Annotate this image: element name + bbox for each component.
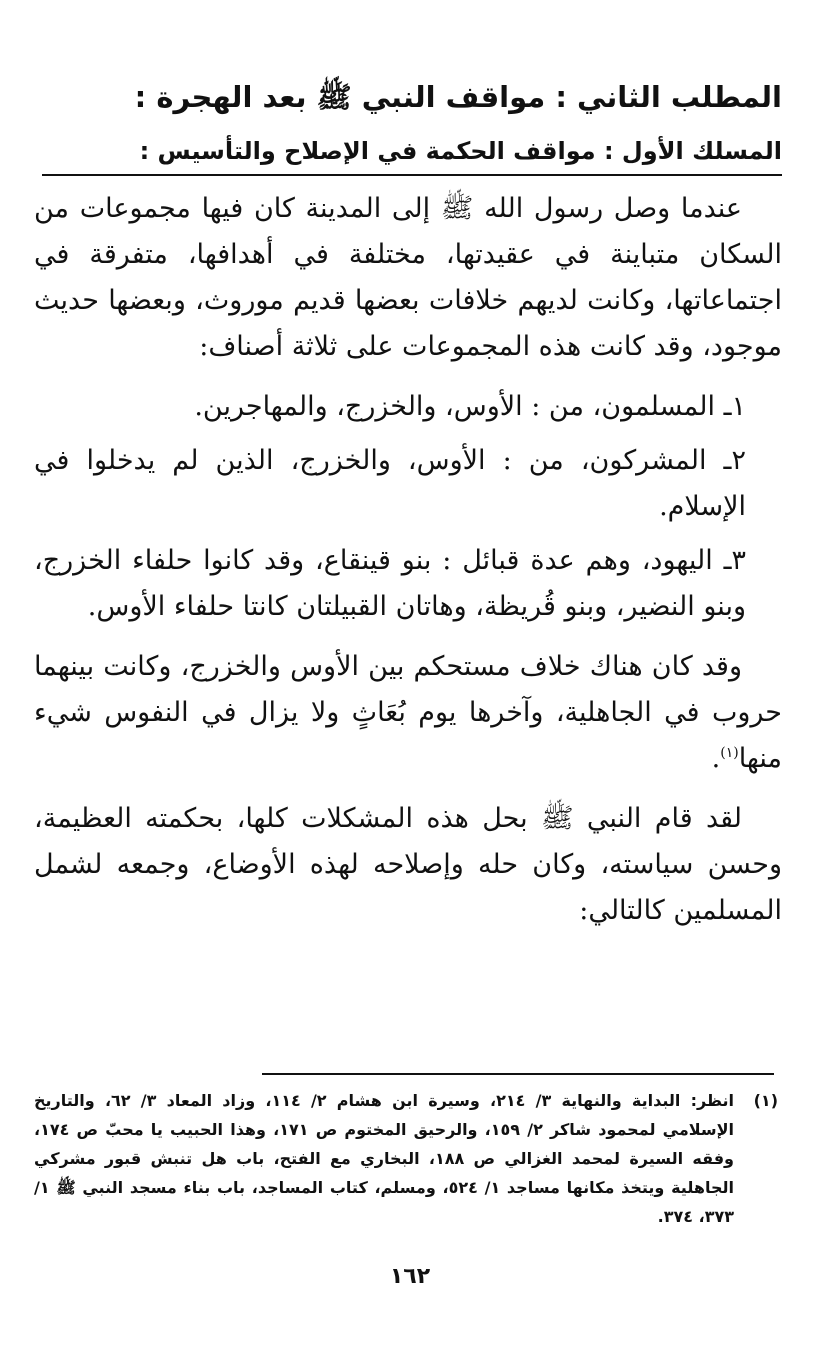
paragraph-solution: لقد قام النبي ﷺ بحل هذه المشكلات كلها، بحكمته العظيمة، وحسن سياسته، وكان حله وإصلاحه لهذه الأوضاع، وجمعه لشمل المسلمين كالتالي: xyxy=(34,803,782,926)
paragraph-aws-khazraj xyxy=(34,644,782,782)
section-title: المطلب الثاني : مواقف النبي ﷺ بعد الهجرة : xyxy=(134,80,782,114)
page-number: ١٦٢ xyxy=(389,1264,431,1289)
intro-paragraph: عندما وصل رسول الله ﷺ إلى المدينة كان فيها مجموعات من السكان متباينة في عقيدتها، مختلفة في أهدافها، متفرقة في اجتماعاتها، وكانت لديهم خلافات بعضها قديم موروث، وبعضها حديث موجود، وقد كانت هذه المجموعات على ثلاثة أصناف: xyxy=(34,193,782,362)
footnote-text: انظر: البداية والنهاية ٣/ ٢١٤، وسيرة ابن هشام ٢/ ١١٤، وزاد المعاد ٣/ ٦٢، والتاريخ الإسلامي لمحمود شاكر ٢/ ١٥٩، والرحيق المختوم ص ١٧١، وهذا الحبيب يا محبّ ص ١٧٤، وفقه السيرة لمحمد الغزالي ص ١٨٨، البخاري مع الفتح، باب هل تنبش قبور مشركي الجاهلية ويتخذ مكانها مساجد ١/ ٥٢٤، ومسلم، كتاب المساجد، باب بناء مسجد النبي ﷺ ١/ ٣٧٣، ٣٧٤. xyxy=(34,1091,735,1226)
footnote-number: (١) xyxy=(753,1091,778,1110)
footnote-divider xyxy=(262,1073,774,1075)
paragraph-end-mark: . xyxy=(711,743,721,774)
list-item-jews: ٣ـ اليهود، وهم عدة قبائل : بنو قينقاع، وقد كانوا حلفاء الخزرج، وبنو النضير، وبنو قُريظة، وهاتان القبيلتان كانتا حلفاء الأوس. xyxy=(34,545,747,622)
paragraph-aws-khazraj-text: وقد كان هناك خلاف مستحكم بين الأوس والخزرج، وكانت بينهما حروب في الجاهلية، وآخرها يوم بُعَاثٍ ولا يزال في النفوس شيء منها xyxy=(34,651,782,774)
footnote-reference[interactable]: (١) xyxy=(720,745,739,761)
main-text xyxy=(34,186,782,934)
subsection-title: المسلك الأول : مواقف الحكمة في الإصلاح والتأسيس : xyxy=(42,130,782,176)
list-item-polytheists: ٢ـ المشركون، من : الأوس، والخزرج، الذين لم يدخلوا في الإسلام. xyxy=(34,445,746,522)
list-item-muslims: ١ـ المسلمون، من : الأوس، والخزرج، والمهاجرين. xyxy=(194,391,746,422)
footnote xyxy=(34,1086,778,1231)
